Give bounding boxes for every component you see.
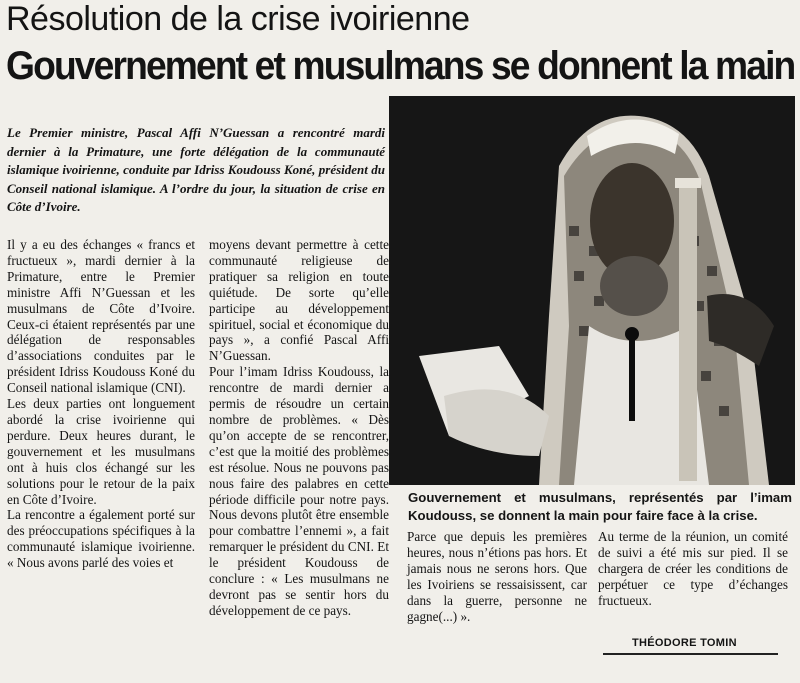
headline: Gouvernement et musulmans se donnent la main bbox=[6, 44, 795, 88]
photo-caption: Gouvernement et musulmans, représentés par l’imam Koudouss, se donnent la main pour faire face à la crise. bbox=[408, 490, 792, 523]
article-column-1 bbox=[7, 237, 195, 571]
byline: THÉODORE TOMIN bbox=[632, 637, 737, 649]
lede-paragraph: Le Premier ministre, Pascal Affi N’Guessan a rencontré mardi dernier à la Primature, une forte délégation de la communauté islamique ivoirienne, conduite par Idriss Koudouss Koné, président du Conseil national islamique. A l’ordre du jour, la situation de crise en Côte d’Ivoire. bbox=[7, 125, 385, 215]
article-column-4 bbox=[598, 529, 788, 609]
paragraph: moyens devant permettre à cette communauté religieuse de pratiquer sa religion en toute quiétude. De sorte qu’elle participe au développement spirituel, social et économique du pays », a confié Pascal Affi N’Guessan. bbox=[209, 237, 389, 364]
article-column-2 bbox=[209, 237, 389, 619]
paragraph: Parce que depuis les premières heures, nous n’étions pas hors. Et jamais nous ne serons hors. Que les Ivoiriens se ressaisissent, car dans la guerre, personne ne gagne(...) ». bbox=[407, 529, 587, 624]
article-column-3 bbox=[407, 529, 587, 624]
paragraph: Il y a eu des échanges « francs et fructueux », mardi dernier à la Primature, entre le Premier ministre Affi N’Guessan et les musulmans de Côte d’Ivoire. Ceux-ci étaient représentés par une délégation de responsables d’associations conduites par le président Idriss Koudouss Koné du Conseil national islamique (CNI). bbox=[7, 237, 195, 396]
byline-rule bbox=[603, 653, 778, 655]
paragraph: Les deux parties ont longuement abordé la crise ivoirienne qui perdure. Deux heures durant, le gouvernement et les musulmans ont à huis clos échangé sur les solutions pour le retour de la paix en Côte d’Ivoire. bbox=[7, 396, 195, 507]
photo-illustration bbox=[389, 96, 795, 485]
paragraph: La rencontre a également porté sur des préoccupations spécifiques à la communauté islamique ivoirienne. « Nous avons parlé des voies et bbox=[7, 507, 195, 571]
kicker-title: Résolution de la crise ivoirienne bbox=[6, 0, 470, 38]
paragraph: Au terme de la réunion, un comité de suivi a été mis sur pied. Il se chargera de créer les conditions de perpétuer ce type d’échanges fructueux. bbox=[598, 529, 788, 608]
photo-imam bbox=[389, 96, 795, 485]
paragraph: Pour l’imam Idriss Koudouss, la rencontre de mardi dernier a permis de résoudre un certain nombre de problèmes. « Dès qu’on accepte de se rencontrer, c’est que la moitié des problèmes est résolue. Nous ne pouvons pas nous faire des palabres en cette période difficile pour notre pays. Nous devons plutôt être ensemble pour combattre l’ennemi », a fait remarquer le président du CNI. Et le président Koudouss de conclure : « Les musulmans ne devront pas se sentir hors du développement de ce pays. bbox=[209, 364, 389, 618]
